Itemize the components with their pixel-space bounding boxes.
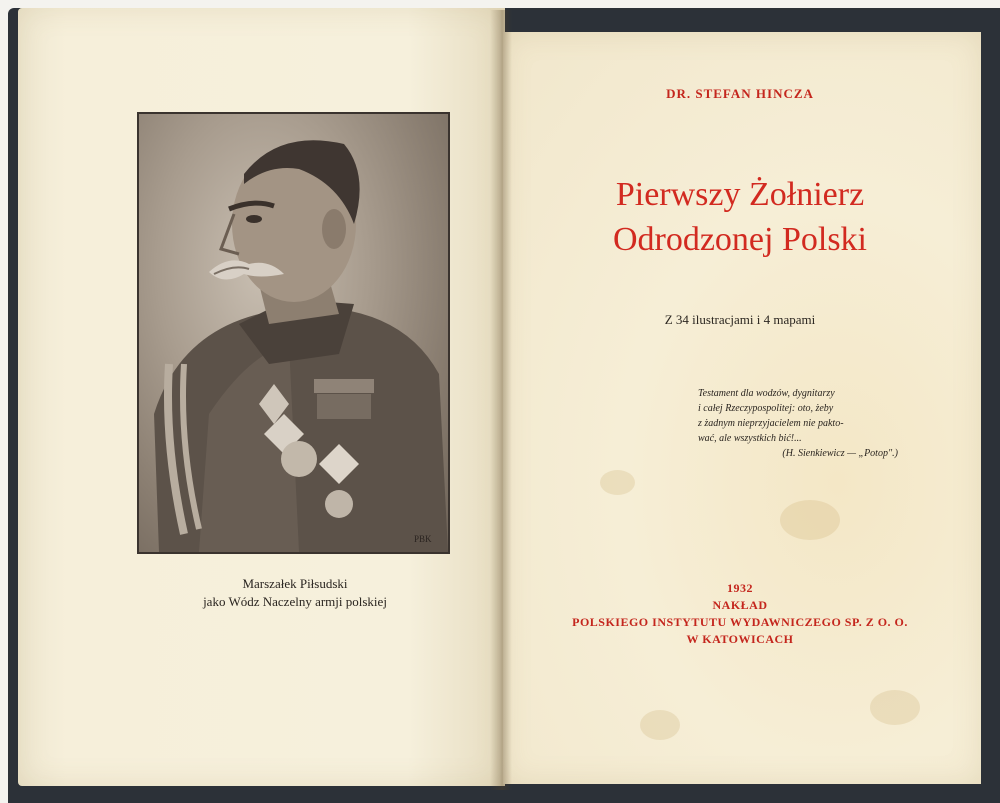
epigraph-attribution: (H. Sienkiewicz — „Potop".) — [782, 448, 898, 459]
epigraph-line: wać, ale wszystkich bić!... — [698, 433, 802, 444]
book-title-line1: Pierwszy Żołnierz — [615, 176, 865, 213]
imprint-line3: W KATOWICACH — [686, 632, 794, 646]
foxing-spot — [600, 470, 635, 495]
publication-year: 1932 — [727, 581, 753, 595]
foxing-spot — [870, 690, 920, 725]
foxing-spot — [780, 500, 840, 540]
svg-text:PBK: PBK — [414, 534, 432, 544]
portrait-caption-line2: jako Wódz Naczelny armji polskiej — [203, 594, 387, 609]
portrait-frame — [137, 112, 450, 554]
imprint-line2: POLSKIEGO INSTYTUTU WYDAWNICZEGO SP. Z O. O. — [572, 615, 908, 629]
portrait-illustration — [139, 114, 448, 552]
epigraph-line: Testament dla wodzów, dygnitarzy — [698, 388, 835, 399]
foxing-spot — [640, 710, 680, 740]
epigraph-quote — [698, 386, 898, 461]
epigraph-line: z żadnym nieprzyjacielem nie pakto- — [698, 418, 844, 429]
book-gutter — [490, 10, 512, 790]
portrait-caption-line1: Marszałek Piłsudski — [242, 576, 348, 591]
book-title-line2: Odrodzonej Polski — [612, 221, 868, 258]
epigraph-line: i całej Rzeczypospolitej: oto, żeby — [698, 403, 834, 414]
portrait-photo — [139, 114, 448, 552]
imprint-line1: NAKŁAD — [712, 598, 768, 612]
book-subtitle: Z 34 ilustracjami i 4 mapami — [664, 312, 816, 327]
author-name: DR. STEFAN HINCZA — [666, 86, 814, 101]
